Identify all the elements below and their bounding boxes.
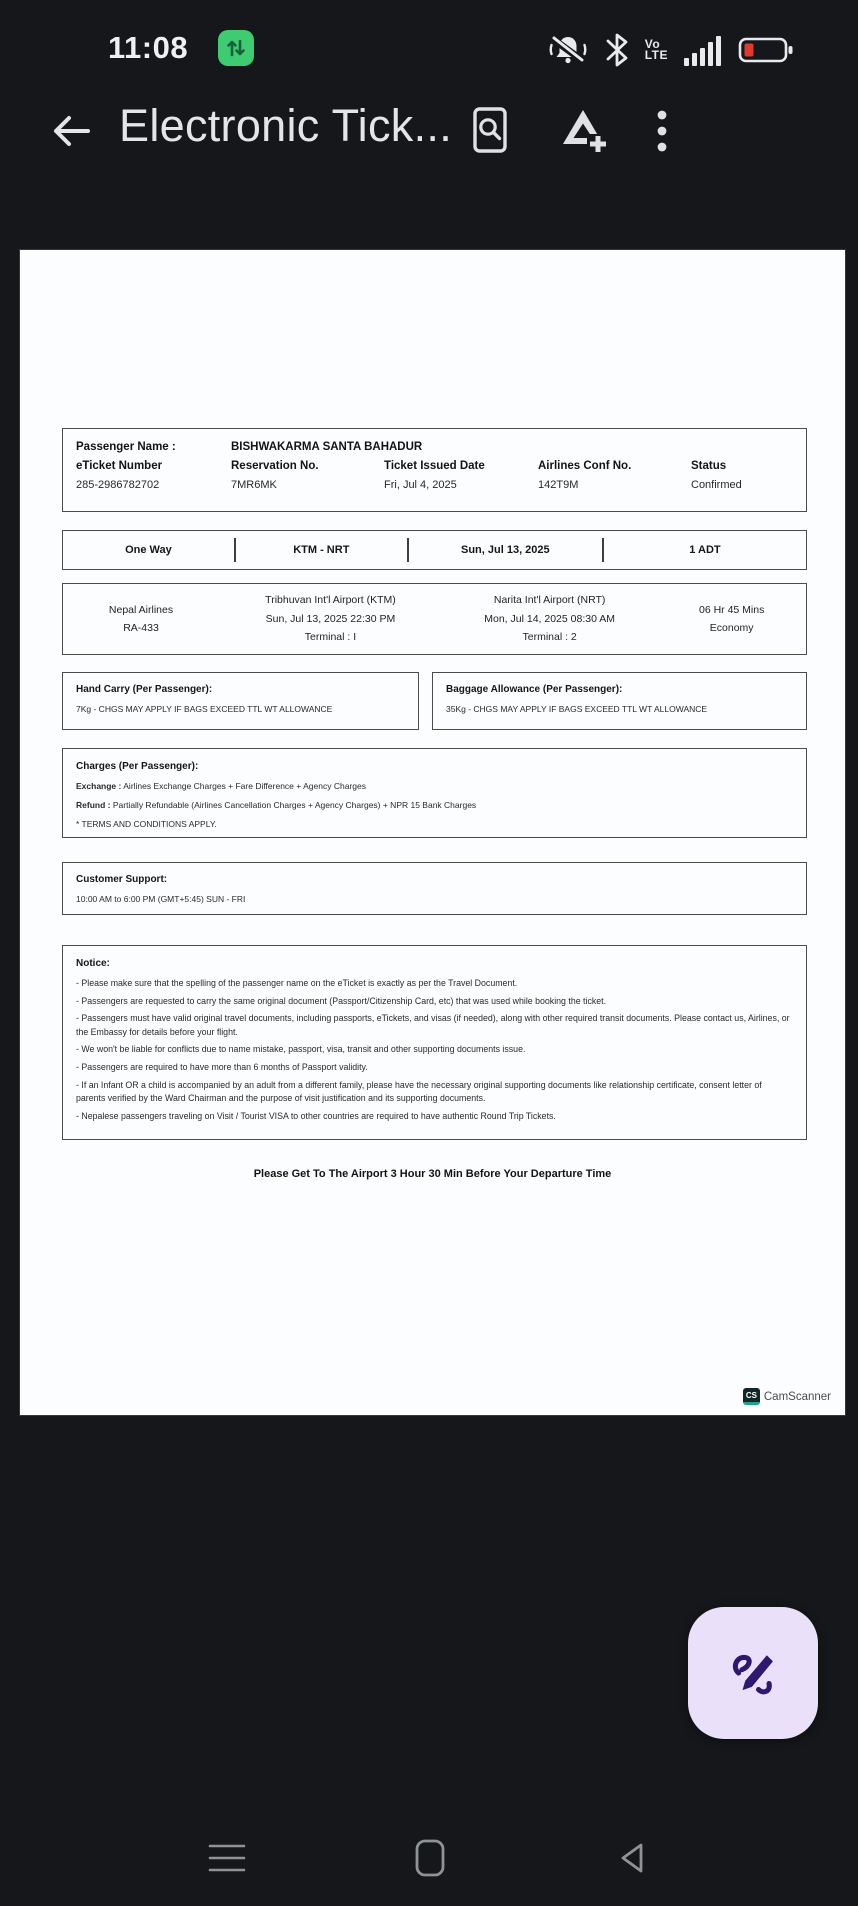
camscanner-label: CamScanner bbox=[763, 1390, 831, 1403]
charges-title: Charges (Per Passenger): bbox=[76, 761, 199, 772]
notice-item: - If an Infant OR a child is accompanied by an adult from a different family, please have the necessary original supporting documents like relationship certificate, consent letter of parents verified by the Ward Chairman and the purpose of visit justification and its supporting documents. bbox=[76, 1079, 762, 1103]
status-icons bbox=[547, 28, 794, 72]
trip-summary-box bbox=[62, 530, 807, 570]
signature-pen-icon bbox=[722, 1642, 784, 1704]
notice-item: - Passengers must have valid original travel documents, including passports, eTickets, and visas (if needed), along with other required transit documents. Please contact us, Airlines, or the Embassy for details before your flight. bbox=[76, 1013, 790, 1037]
field-value: 285-2986782702 bbox=[76, 479, 160, 491]
volte-icon: Vo LTE bbox=[644, 36, 668, 62]
passenger-name-value: BISHWAKARMA SANTA BAHADUR bbox=[231, 441, 423, 453]
notice-title: Notice: bbox=[76, 958, 110, 969]
status-value: Confirmed bbox=[691, 479, 742, 491]
find-in-document-icon bbox=[466, 105, 514, 155]
duration-cell bbox=[657, 601, 806, 638]
status-bar bbox=[0, 22, 858, 74]
add-to-drive-button[interactable] bbox=[556, 102, 614, 160]
up-down-arrows-icon bbox=[224, 36, 248, 60]
refund-line bbox=[76, 800, 793, 810]
airline-name: Nepal Airlines bbox=[108, 603, 174, 616]
signal-strength-icon bbox=[683, 32, 723, 68]
nav-home-button[interactable] bbox=[395, 1832, 465, 1884]
notice-item: - Please make sure that the spelling of the passenger name on the eTicket is exactly as per the Travel Document. bbox=[76, 978, 518, 988]
exchange-line bbox=[76, 781, 793, 791]
hand-carry-title: Hand Carry (Per Passenger): bbox=[76, 684, 213, 695]
route: KTM - NRT bbox=[293, 544, 350, 556]
field-label: Airlines Conf No. bbox=[538, 460, 632, 472]
back-button[interactable] bbox=[44, 104, 98, 158]
bluetooth-icon bbox=[604, 30, 630, 70]
passenger-count: 1 ADT bbox=[689, 544, 721, 556]
departure-airport: Tribhuvan Int'l Airport (KTM) bbox=[265, 594, 396, 607]
back-triangle-icon bbox=[615, 1840, 651, 1876]
arrow-left-icon bbox=[48, 108, 94, 154]
notice-item: - Nepalese passengers traveling on Visit / Tourist VISA to other countries are required to have authentic Round Trip Tickets. bbox=[76, 1110, 556, 1121]
field-label: eTicket Number bbox=[76, 460, 163, 472]
trip-type: One Way bbox=[125, 544, 172, 556]
notice-item: - Passengers are required to have more than 6 months of Passport validity. bbox=[76, 1061, 368, 1072]
passenger-name-label: Passenger Name : bbox=[76, 441, 176, 453]
field-value: 142T9M bbox=[538, 479, 579, 491]
camscanner-watermark bbox=[743, 1388, 831, 1405]
document-page[interactable] bbox=[20, 250, 845, 1415]
field-label: Ticket Issued Date bbox=[384, 460, 485, 472]
page-title: Electronic Tick... bbox=[119, 100, 452, 151]
hand-carry-box bbox=[62, 672, 419, 730]
battery-low-icon bbox=[738, 36, 794, 64]
flight-number: RA-433 bbox=[123, 622, 159, 634]
departure-cell bbox=[219, 591, 442, 646]
field-value: 7MR6MK bbox=[231, 479, 277, 491]
field-value: Fri, Jul 4, 2025 bbox=[384, 479, 457, 491]
camscanner-icon: CS bbox=[743, 1388, 760, 1405]
support-title: Customer Support: bbox=[76, 874, 168, 885]
overflow-menu-button[interactable] bbox=[640, 104, 684, 158]
notice-item: - Passengers are requested to carry the same original document (Passport/Citizenship Card, etc) that was used while booking the ticket. bbox=[76, 995, 607, 1006]
app-bar bbox=[0, 92, 858, 170]
notification-muted-icon bbox=[547, 30, 589, 70]
arrival-cell bbox=[442, 591, 657, 646]
baggage-title: Baggage Allowance (Per Passenger): bbox=[446, 684, 623, 695]
travel-date: Sun, Jul 13, 2025 bbox=[461, 544, 550, 556]
airline-cell bbox=[63, 601, 219, 638]
clock: 11:08 bbox=[108, 30, 189, 65]
notice-box bbox=[62, 945, 807, 1140]
hand-carry-text: 7Kg - CHGS MAY APPLY IF BAGS EXCEED TTL WT ALLOWANCE bbox=[76, 704, 333, 714]
charges-box bbox=[62, 748, 807, 838]
arrival-terminal: Terminal : 2 bbox=[522, 631, 577, 644]
customer-support-box bbox=[62, 862, 807, 915]
refund-label: Refund : bbox=[76, 800, 111, 810]
cabin-class: Economy bbox=[709, 622, 754, 634]
passenger-info-box bbox=[62, 428, 807, 512]
arrival-time: Mon, Jul 14, 2025 08:30 AM bbox=[484, 612, 616, 625]
support-hours: 10:00 AM to 6:00 PM (GMT+5:45) SUN - FRI bbox=[76, 894, 246, 904]
nav-back-button[interactable] bbox=[598, 1832, 668, 1884]
departure-terminal: Terminal : I bbox=[304, 631, 357, 644]
data-usage-icon bbox=[218, 30, 254, 66]
arrival-airport: Narita Int'l Airport (NRT) bbox=[493, 594, 606, 607]
field-label: Status bbox=[691, 460, 727, 472]
exchange-label: Exchange : bbox=[76, 781, 122, 791]
baggage-text: 35Kg - CHGS MAY APPLY IF BAGS EXCEED TTL WT ALLOWANCE bbox=[446, 704, 708, 714]
refund-text: Partially Refundable (Airlines Cancellation Charges + Agency Charges) + NPR 15 Bank Charges bbox=[112, 800, 477, 810]
exchange-text: Airlines Exchange Charges + Fare Difference + Agency Charges bbox=[123, 781, 366, 791]
three-dots-icon bbox=[656, 107, 668, 155]
nav-recents-button[interactable] bbox=[192, 1832, 262, 1884]
baggage-allowance-box bbox=[432, 672, 807, 730]
departure-time: Sun, Jul 13, 2025 22:30 PM bbox=[265, 612, 396, 625]
airport-arrival-message: Please Get To The Airport 3 Hour 30 Min Before Your Departure Time bbox=[253, 1168, 612, 1180]
flight-details-box bbox=[62, 583, 807, 655]
flight-duration: 06 Hr 45 Mins bbox=[698, 603, 765, 616]
drive-add-icon bbox=[559, 106, 611, 156]
terms-line: * TERMS AND CONDITIONS APPLY. bbox=[76, 819, 217, 829]
annotate-fab[interactable] bbox=[688, 1607, 818, 1739]
field-label: Reservation No. bbox=[231, 460, 319, 472]
find-in-document-button[interactable] bbox=[462, 102, 518, 158]
home-icon bbox=[413, 1838, 447, 1878]
recents-icon bbox=[206, 1842, 248, 1874]
notice-item: - We won't be liable for conflicts due to name mistake, passport, visa, transit and other supporting documents issue. bbox=[76, 1044, 526, 1055]
